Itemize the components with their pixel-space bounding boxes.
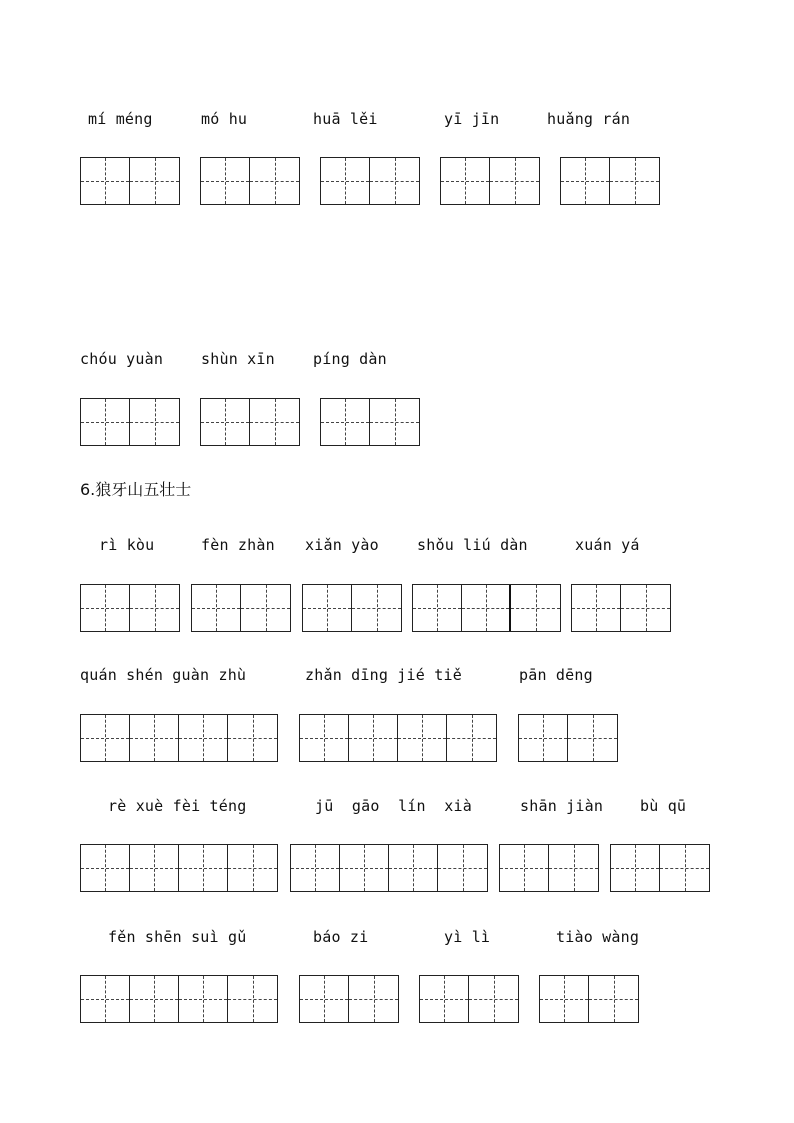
writing-cell[interactable] <box>228 976 277 1022</box>
writing-cell[interactable] <box>349 715 398 761</box>
writing-cell[interactable] <box>250 158 299 204</box>
lesson-heading: 6.狼牙山五壮士 <box>80 480 192 499</box>
pinyin-word: quán shén guàn zhù <box>80 666 247 684</box>
pinyin-word: xuán yá <box>575 536 640 554</box>
writing-cell[interactable] <box>228 845 277 891</box>
writing-cell[interactable] <box>130 976 179 1022</box>
pinyin-word: shān jiàn <box>520 797 604 815</box>
writing-grid[interactable] <box>539 975 639 1023</box>
writing-cell[interactable] <box>130 715 179 761</box>
writing-cell[interactable] <box>241 585 290 631</box>
writing-grid[interactable] <box>320 157 420 205</box>
writing-cell[interactable] <box>589 976 638 1022</box>
writing-grid[interactable] <box>299 975 399 1023</box>
pinyin-word: píng dàn <box>313 350 387 368</box>
writing-cell[interactable] <box>540 976 589 1022</box>
pinyin-word: bù qū <box>640 797 687 815</box>
writing-cell[interactable] <box>130 399 179 445</box>
pinyin-word: huǎng rán <box>547 110 631 128</box>
writing-cell[interactable] <box>303 585 352 631</box>
pinyin-word: shǒu liú dàn <box>417 536 528 554</box>
writing-cell[interactable] <box>441 158 490 204</box>
writing-cell[interactable] <box>130 845 179 891</box>
writing-cell[interactable] <box>549 845 598 891</box>
writing-cell[interactable] <box>572 585 621 631</box>
pinyin-word: jū gāo lín xià <box>315 797 472 815</box>
writing-grid[interactable] <box>290 844 488 892</box>
writing-cell[interactable] <box>469 976 518 1022</box>
writing-grid[interactable] <box>419 975 519 1023</box>
writing-grid[interactable] <box>191 584 291 632</box>
writing-cell[interactable] <box>81 715 130 761</box>
writing-cell[interactable] <box>349 976 398 1022</box>
writing-grid[interactable] <box>80 157 180 205</box>
writing-cell[interactable] <box>81 158 130 204</box>
writing-grid[interactable] <box>80 398 180 446</box>
writing-cell[interactable] <box>490 158 539 204</box>
writing-cell[interactable] <box>300 976 349 1022</box>
writing-cell[interactable] <box>610 158 659 204</box>
writing-grid[interactable] <box>412 584 561 632</box>
pinyin-word: mí méng <box>88 110 153 128</box>
writing-cell[interactable] <box>389 845 438 891</box>
writing-grid[interactable] <box>610 844 710 892</box>
writing-grid[interactable] <box>320 398 420 446</box>
pinyin-word: pān dēng <box>519 666 593 684</box>
writing-cell[interactable] <box>438 845 487 891</box>
writing-cell[interactable] <box>500 845 549 891</box>
writing-cell[interactable] <box>621 585 670 631</box>
pinyin-word: fèn zhàn <box>201 536 275 554</box>
writing-cell[interactable] <box>352 585 401 631</box>
writing-grid[interactable] <box>571 584 671 632</box>
writing-cell[interactable] <box>179 715 228 761</box>
writing-cell[interactable] <box>413 585 462 631</box>
pinyin-word: fěn shēn suì gǔ <box>108 928 247 946</box>
writing-cell[interactable] <box>561 158 610 204</box>
writing-cell[interactable] <box>130 585 179 631</box>
pinyin-word: rè xuè fèi téng <box>108 797 247 815</box>
writing-grid[interactable] <box>299 714 497 762</box>
writing-cell[interactable] <box>201 158 250 204</box>
writing-cell[interactable] <box>179 845 228 891</box>
writing-cell[interactable] <box>179 976 228 1022</box>
writing-cell[interactable] <box>611 845 660 891</box>
pinyin-word: shùn xīn <box>201 350 275 368</box>
writing-cell[interactable] <box>660 845 709 891</box>
writing-cell[interactable] <box>370 158 419 204</box>
writing-grid[interactable] <box>200 157 300 205</box>
writing-cell[interactable] <box>447 715 496 761</box>
writing-grid[interactable] <box>518 714 618 762</box>
writing-grid[interactable] <box>80 844 278 892</box>
writing-cell[interactable] <box>398 715 447 761</box>
writing-cell[interactable] <box>81 976 130 1022</box>
writing-grid[interactable] <box>560 157 660 205</box>
writing-cell[interactable] <box>81 585 130 631</box>
writing-cell[interactable] <box>201 399 250 445</box>
pinyin-word: báo zi <box>313 928 369 946</box>
pinyin-word: yì lì <box>444 928 491 946</box>
writing-cell[interactable] <box>81 399 130 445</box>
pinyin-word: zhǎn dīng jié tiě <box>305 666 462 684</box>
pinyin-word: chóu yuàn <box>80 350 164 368</box>
writing-grid[interactable] <box>80 714 278 762</box>
pinyin-word: xiǎn yào <box>305 536 379 554</box>
writing-cell[interactable] <box>370 399 419 445</box>
writing-cell[interactable] <box>321 158 370 204</box>
pinyin-word: tiào wàng <box>556 928 640 946</box>
writing-cell[interactable] <box>291 845 340 891</box>
writing-grid[interactable] <box>302 584 402 632</box>
writing-cell[interactable] <box>192 585 241 631</box>
writing-grid[interactable] <box>80 975 278 1023</box>
pinyin-word: rì kòu <box>99 536 155 554</box>
writing-cell[interactable] <box>250 399 299 445</box>
writing-grid[interactable] <box>80 584 180 632</box>
writing-cell[interactable] <box>420 976 469 1022</box>
writing-grid[interactable] <box>200 398 300 446</box>
writing-cell[interactable] <box>81 845 130 891</box>
writing-cell[interactable] <box>300 715 349 761</box>
writing-cell[interactable] <box>340 845 389 891</box>
writing-cell[interactable] <box>519 715 568 761</box>
writing-cell[interactable] <box>228 715 277 761</box>
writing-grid[interactable] <box>440 157 540 205</box>
writing-cell[interactable] <box>511 585 560 631</box>
writing-cell[interactable] <box>568 715 617 761</box>
writing-grid[interactable] <box>499 844 599 892</box>
pinyin-word: yī jīn <box>444 110 500 128</box>
writing-cell[interactable] <box>130 158 179 204</box>
writing-cell[interactable] <box>321 399 370 445</box>
writing-cell[interactable] <box>462 585 511 631</box>
pinyin-word: huā lěi <box>313 110 378 128</box>
pinyin-word: mó hu <box>201 110 248 128</box>
